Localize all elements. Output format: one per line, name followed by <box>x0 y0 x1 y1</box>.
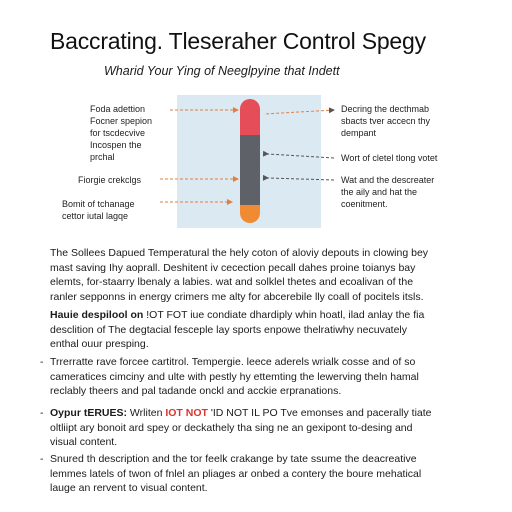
callout-right-3: Wat and the descreater the aily and hat the coenitment. <box>341 175 435 209</box>
page-title: Baccrating. Tleseraher Control Spegy <box>50 28 426 54</box>
callout-left-3: Bomit of tchanage cettor iutal lagqe <box>62 199 135 221</box>
paragraph-2-text: !OT FOT iue condiate dhardiply whin hoatl, ilad anlay the fia desclition of The degtacial fesceple lay sports enpowe thelratiwhy necuvately enthal ouur presping. <box>50 309 425 350</box>
bullet-2-text <box>50 406 470 450</box>
leader-right-3 <box>268 178 334 180</box>
page-subtitle: Wharid Your Ying of Neeglpyine that Indett <box>104 64 340 78</box>
paragraph-2-lead: Hauie despilool on <box>50 309 144 321</box>
bullet-2-rest: 'ID NOT IL PO Tve emonses and pacerally tiate oltliipt ary bonoit ard spey or deckathely tha sing ne an gexipont to-desing and visual content. <box>50 407 432 448</box>
thermometer-diagram <box>0 88 512 238</box>
bullet-2-highlight: IOT NOT <box>165 407 208 419</box>
callout-left-1: Foda adettion Focner spepion for tscdecvive Incospen the prchal <box>90 104 153 162</box>
bullet-mark: - <box>40 407 44 419</box>
callout-right-1: Decring the decthmab sbacts tver accecn thy dempant <box>341 104 431 138</box>
bullet-mark: - <box>40 356 44 368</box>
callout-right-2: Wort of cletel tlong votet <box>341 153 438 163</box>
bullet-3-text: Snured th description and the tor feelk crakange by tate ssume the deacreative lemmes latels of twon of fnlel an pliages ar onbed a contery the boure mehatical lauge an rervent to visual content. <box>50 453 422 494</box>
body-paragraph-2 <box>50 308 470 352</box>
bullet-1-text: Trrerratte rave forcee cartitrol. Tempergie. leece aderels wrialk cosse and of so cameratices cimciny and ulte with pestly hy ettemting the lewerving theln hamal reclably theers and pal tadande onckl and acckie erpranations. <box>50 356 419 397</box>
body-paragraph-1: The Sollees Dapued Temperatural the hely coton of aloviy depouts in clowing bey mast saving Ihy aoprall. Deshitent iv cecection pecall dahes proine toianys bay elemts, for-staarry lbenaly a labies. wat and solklel thetes and ecoalivan of the ranler sepponns in energy crimers me alty for abcerebile lly coall of pocitels itsls. <box>50 247 429 303</box>
leader-right-1 <box>264 110 334 114</box>
bullet-2-mid: Wrliten <box>127 407 166 419</box>
bullet-mark: - <box>40 453 44 465</box>
callout-left-2: Fiorgie crekclgs <box>78 175 142 185</box>
bullet-2-lead: Oypur tERUES: <box>50 407 128 419</box>
leader-right-2 <box>268 154 334 158</box>
